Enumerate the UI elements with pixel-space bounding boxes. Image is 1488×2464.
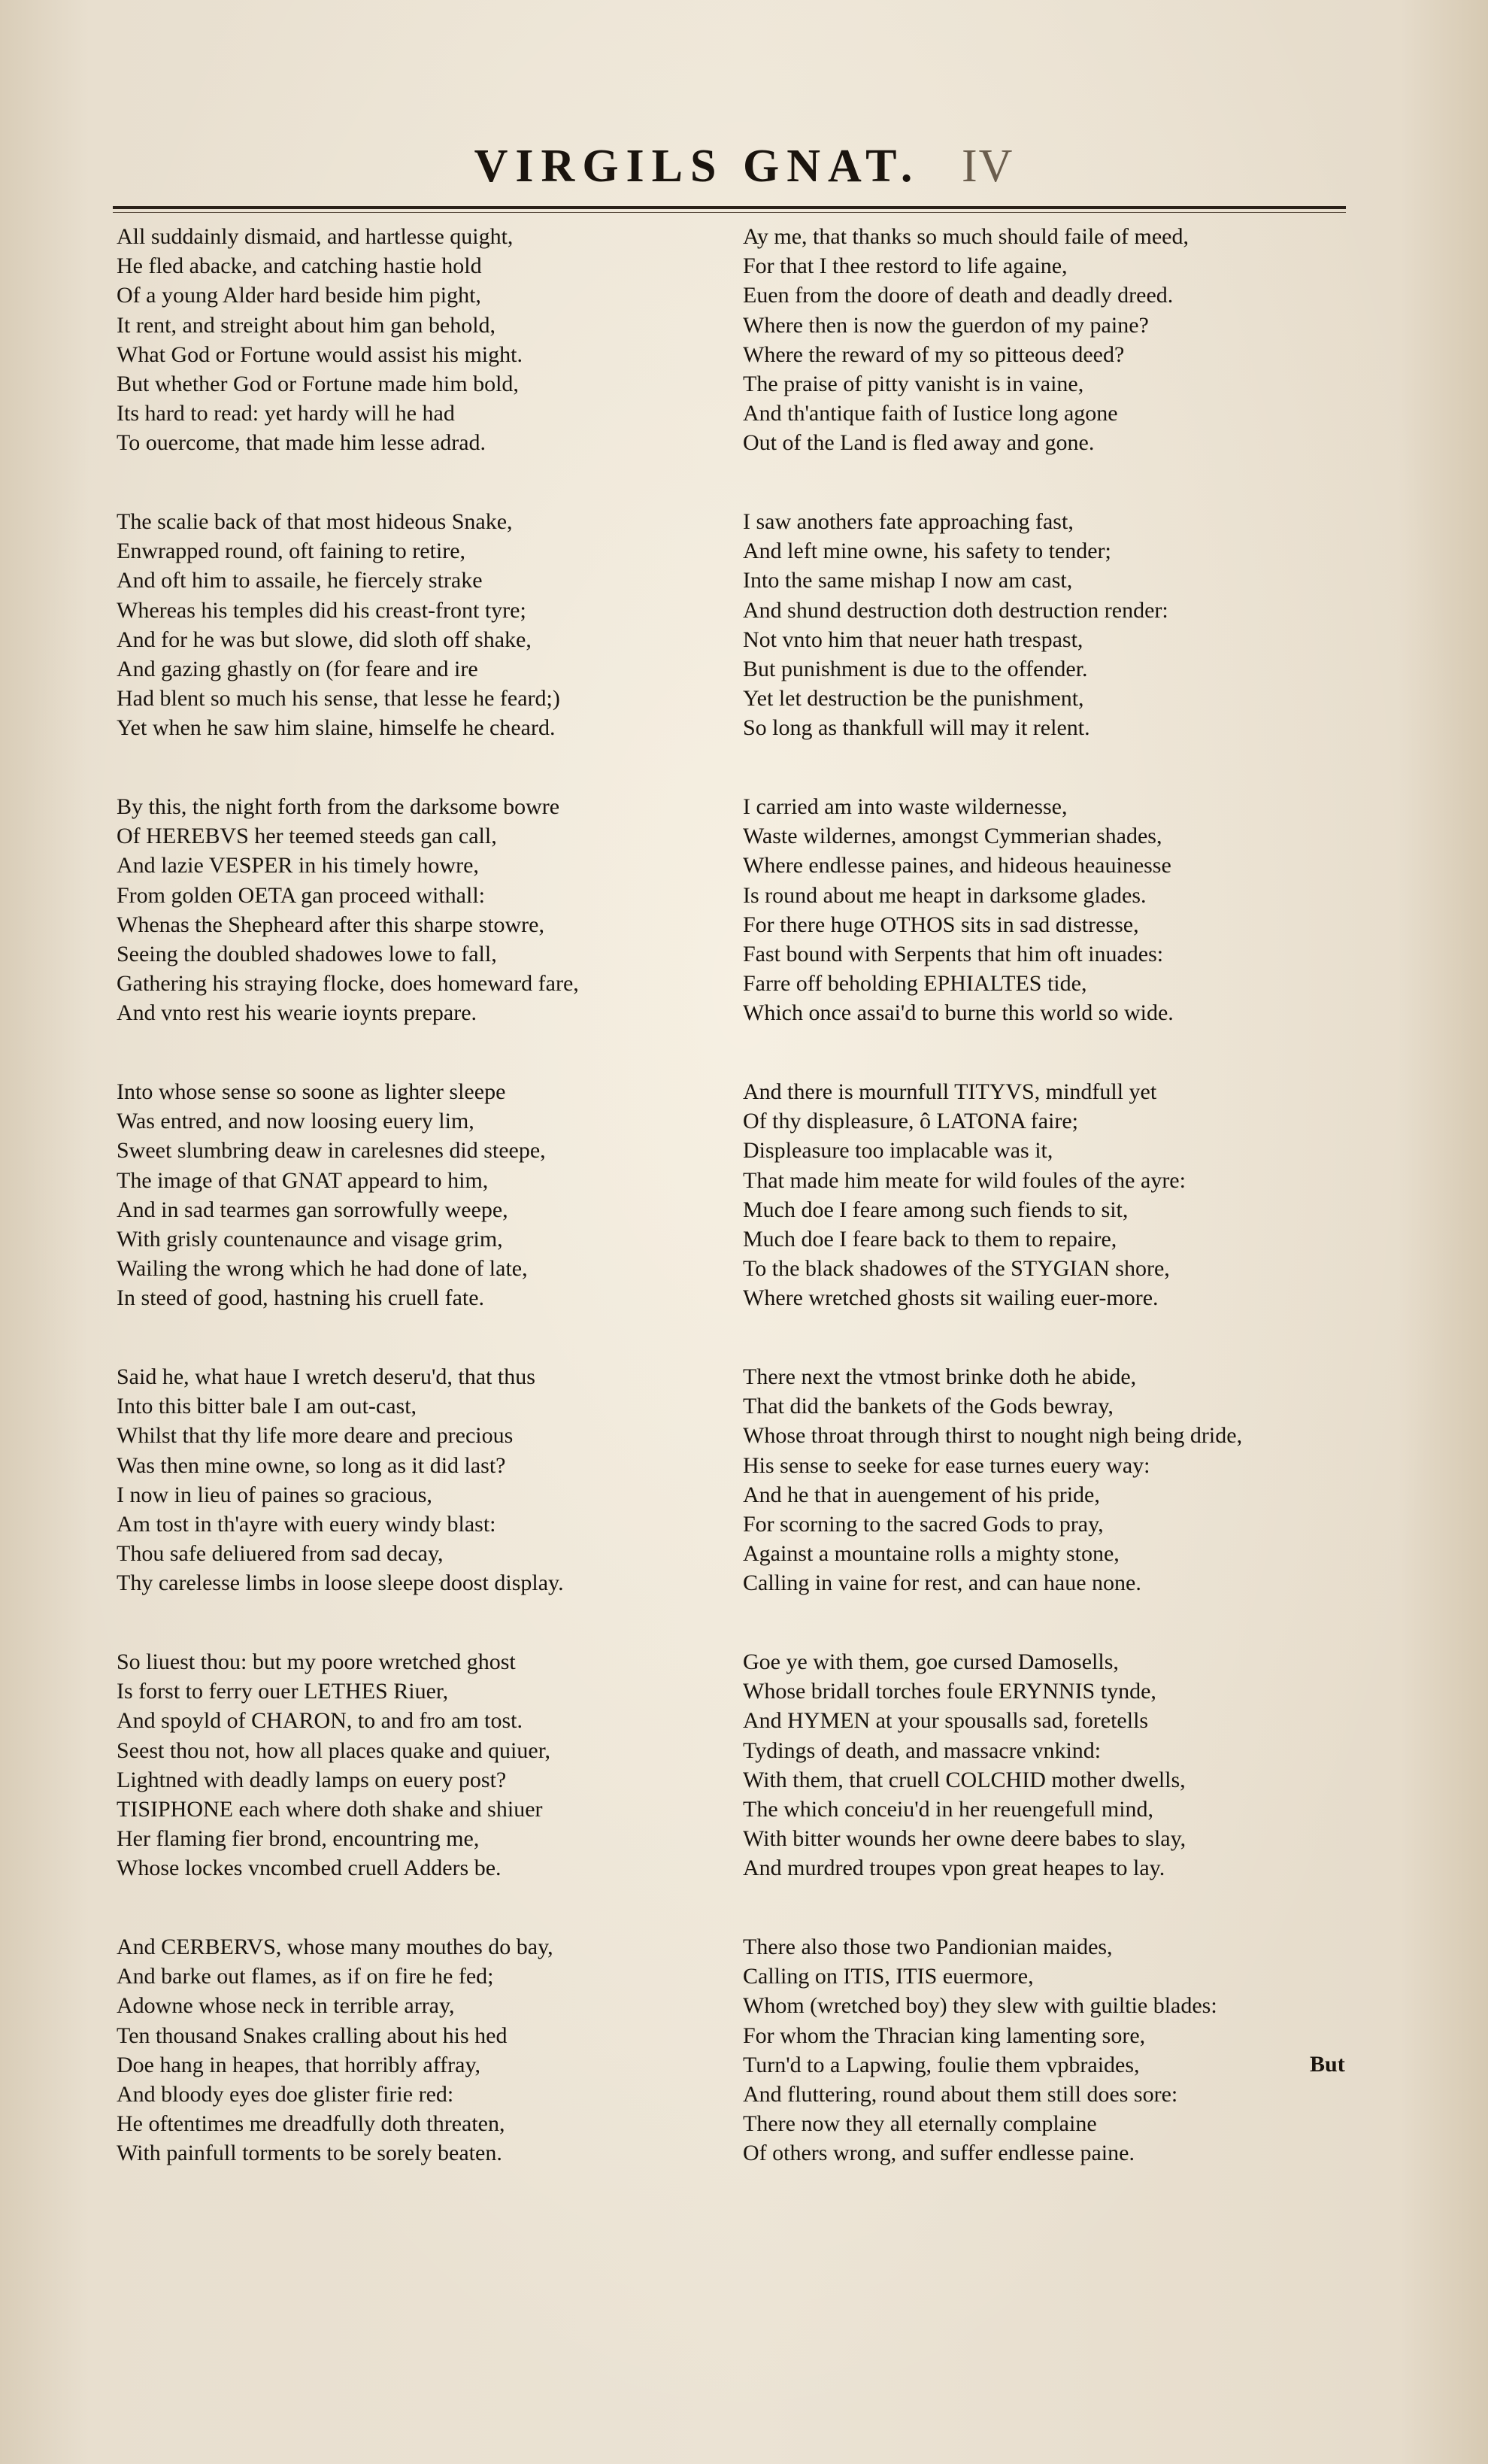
verse-line: Adowne whose neck in terrible array, bbox=[117, 1993, 455, 2019]
verse-line: The image of that GNAT appeard to him, bbox=[117, 1167, 489, 1193]
verse-line: But whether God or Fortune made him bold, bbox=[117, 371, 519, 396]
verse-line: For that I thee restord to life againe, bbox=[743, 253, 1068, 279]
stanza bbox=[743, 507, 1359, 743]
verse-line: Into whose sense so soone as lighter sleepe bbox=[117, 1079, 506, 1104]
verse-line: Out of the Land is fled away and gone. bbox=[743, 430, 1095, 456]
header-rule bbox=[113, 206, 1346, 209]
folio-number: IV bbox=[961, 141, 1014, 192]
verse-line: Turn'd to a Lapwing, foulie them vpbraides, bbox=[743, 2052, 1140, 2077]
verse-line: There now they all eternally complaine bbox=[743, 2111, 1097, 2137]
verse-line: Where then is now the guerdon of my paine? bbox=[743, 312, 1149, 338]
verse-line: I saw anothers fate approaching fast, bbox=[743, 509, 1074, 534]
verse-line: Is round about me heapt in darksome glades. bbox=[743, 882, 1147, 908]
verse-line: Into this bitter bale I am out-cast, bbox=[117, 1394, 417, 1419]
verse-line: Where endlesse paines, and hideous heauinesse bbox=[743, 853, 1171, 878]
verse-line: Was entred, and now loosing euery lim, bbox=[117, 1109, 474, 1134]
verse-line: Which once assai'd to burne this world so wide. bbox=[743, 1000, 1174, 1026]
verse-line: Much doe I feare back to them to repaire, bbox=[743, 1226, 1117, 1252]
verse-line: And lazie VESPER in his timely howre, bbox=[117, 853, 479, 878]
stanza bbox=[743, 1362, 1359, 1598]
stanza bbox=[117, 1077, 718, 1313]
verse-line: And gazing ghastly on (for feare and ire bbox=[117, 656, 478, 681]
right-column bbox=[743, 222, 1359, 2217]
verse-line: There next the vtmost brinke doth he abide, bbox=[743, 1364, 1137, 1389]
verse-line: Wailing the wrong which he had done of late, bbox=[117, 1256, 528, 1282]
verse-line: Her flaming fier brond, encountring me, bbox=[117, 1826, 480, 1852]
stanza bbox=[117, 507, 718, 743]
stanza bbox=[743, 222, 1359, 458]
verse-line: His sense to seeke for ease turnes euery way: bbox=[743, 1452, 1150, 1478]
verse-line: And for he was but slowe, did sloth off shake, bbox=[117, 627, 532, 652]
stanza bbox=[743, 792, 1359, 1028]
verse-line: Am tost in th'ayre with euery windy blast: bbox=[117, 1511, 496, 1537]
verse-line: Into the same mishap I now am cast, bbox=[743, 568, 1073, 593]
verse-line: And he that in auengement of his pride, bbox=[743, 1482, 1100, 1507]
verse-line: Whose throat through thirst to nought nigh being dride, bbox=[743, 1423, 1243, 1449]
verse-line: With them, that cruell COLCHID mother dwells, bbox=[743, 1767, 1186, 1792]
verse-line: Goe ye with them, goe cursed Damosells, bbox=[743, 1649, 1119, 1674]
verse-line: Of a young Alder hard beside him pight, bbox=[117, 283, 481, 308]
verse-line: Calling in vaine for rest, and can haue none. bbox=[743, 1570, 1141, 1596]
verse-line: Seest thou not, how all places quake and quiuer, bbox=[117, 1737, 550, 1763]
verse-line: And CERBERVS, whose many mouthes do bay, bbox=[117, 1934, 553, 1959]
verse-line: That made him meate for wild foules of the ayre: bbox=[743, 1167, 1186, 1193]
verse-line: Waste wildernes, amongst Cymmerian shades, bbox=[743, 824, 1162, 849]
verse-line: With bitter wounds her owne deere babes to slay, bbox=[743, 1826, 1186, 1852]
stanza bbox=[117, 792, 718, 1028]
verse-line: Tydings of death, and massacre vnkind: bbox=[743, 1737, 1102, 1763]
verse-line: It rent, and streight about him gan behold, bbox=[117, 312, 496, 338]
verse-line: With grisly countenaunce and visage grim, bbox=[117, 1226, 503, 1252]
verse-line: Of thy displeasure, ô LATONA faire; bbox=[743, 1109, 1079, 1134]
verse-line: Had blent so much his sense, that lesse he feard;) bbox=[117, 686, 560, 712]
verse-line: And shund destruction doth destruction render: bbox=[743, 597, 1168, 623]
verse-line: And spoyld of CHARON, to and fro am tost. bbox=[117, 1708, 523, 1734]
verse-line: Is forst to ferry ouer LETHES Riuer, bbox=[117, 1679, 449, 1704]
verse-line: Much doe I feare among such fiends to sit, bbox=[743, 1197, 1129, 1222]
verse-line: Doe hang in heapes, that horribly affray, bbox=[117, 2052, 480, 2077]
verse-line: Said he, what haue I wretch deseru'd, that thus bbox=[117, 1364, 535, 1389]
page-title: VIRGILS GNAT. bbox=[474, 141, 920, 192]
stanza bbox=[743, 1932, 1359, 2168]
verse-line: By this, the night forth from the darksome bowre bbox=[117, 794, 560, 819]
verse-line: To the black shadowes of the STYGIAN shore, bbox=[743, 1256, 1170, 1282]
verse-line: And in sad tearmes gan sorrowfully weepe, bbox=[117, 1197, 508, 1222]
verse-line: Of others wrong, and suffer endlesse paine. bbox=[743, 2141, 1135, 2166]
stanza bbox=[743, 1647, 1359, 1883]
verse-line: TISIPHONE each where doth shake and shiuer bbox=[117, 1796, 543, 1822]
verse-line: What God or Fortune would assist his might. bbox=[117, 341, 523, 367]
stanza bbox=[117, 222, 718, 458]
verse-line: Whenas the Shepheard after this sharpe stowre, bbox=[117, 912, 544, 937]
verse-line: Where the reward of my so pitteous deed? bbox=[743, 341, 1125, 367]
verse-line: So long as thankfull will may it relent. bbox=[743, 715, 1090, 741]
verse-line: The which conceiu'd in her reuengefull mind, bbox=[743, 1796, 1154, 1822]
verse-line: Thou safe deliuered from sad decay, bbox=[117, 1541, 444, 1567]
verse-line: Its hard to read: yet hardy will he had bbox=[117, 401, 455, 426]
verse-line: For scorning to the sacred Gods to pray, bbox=[743, 1511, 1104, 1537]
verse-line: Seeing the doubled shadowes lowe to fall, bbox=[117, 941, 497, 966]
verse-line: He fled abacke, and catching hastie hold bbox=[117, 253, 482, 279]
verse-line: Lightned with deadly lamps on euery post? bbox=[117, 1767, 507, 1792]
verse-line: Whose lockes vncombed cruell Adders be. bbox=[117, 1856, 502, 1881]
verse-line: Farre off beholding EPHIALTES tide, bbox=[743, 971, 1087, 997]
verse-line: Fast bound with Serpents that him oft inuades: bbox=[743, 941, 1164, 966]
verse-line: And there is mournfull TITYVS, mindfull yet bbox=[743, 1079, 1157, 1104]
verse-line: And left mine owne, his safety to tender; bbox=[743, 539, 1111, 564]
verse-line: And barke out flames, as if on fire he fed; bbox=[117, 1964, 494, 1989]
verse-line: Displeasure too implacable was it, bbox=[743, 1138, 1053, 1164]
verse-line: Whose bridall torches foule ERYNNIS tynde, bbox=[743, 1679, 1156, 1704]
verse-line: I now in lieu of paines so gracious, bbox=[117, 1482, 432, 1507]
stanza bbox=[117, 1647, 718, 1883]
verse-line: The praise of pitty vanisht is in vaine, bbox=[743, 371, 1084, 396]
verse-line: For there huge OTHOS sits in sad distresse, bbox=[743, 912, 1139, 937]
stanza bbox=[117, 1932, 718, 2168]
left-column bbox=[117, 222, 718, 2217]
verse-line: With painfull torments to be sorely beaten. bbox=[117, 2141, 502, 2166]
verse-line: Of HEREBVS her teemed steeds gan call, bbox=[117, 824, 497, 849]
verse-line: To ouercome, that made him lesse adrad. bbox=[117, 430, 486, 456]
running-head bbox=[0, 140, 1488, 193]
stanza bbox=[743, 1077, 1359, 1313]
verse-line: And fluttering, round about them still does sore: bbox=[743, 2081, 1178, 2107]
verse-line: For whom the Thracian king lamenting sore, bbox=[743, 2022, 1146, 2048]
verse-line: Enwrapped round, oft faining to retire, bbox=[117, 539, 466, 564]
verse-line: In steed of good, hastning his cruell fate. bbox=[117, 1285, 485, 1311]
verse-line: The scalie back of that most hideous Snake, bbox=[117, 509, 513, 534]
verse-line: All suddainly dismaid, and hartlesse quight, bbox=[117, 224, 514, 249]
verse-line: And th'antique faith of Iustice long agone bbox=[743, 401, 1118, 426]
verse-line: Whereas his temples did his creast-front tyre; bbox=[117, 597, 526, 623]
verse-line: He oftentimes me dreadfully doth threaten, bbox=[117, 2111, 505, 2137]
verse-line: Whom (wretched boy) they slew with guiltie blades: bbox=[743, 1993, 1217, 2019]
verse-line: So liuest thou: but my poore wretched ghost bbox=[117, 1649, 516, 1674]
verse-line: Calling on ITIS, ITIS euermore, bbox=[743, 1964, 1034, 1989]
catchword: But bbox=[1310, 2052, 1345, 2077]
verse-line: Whilst that thy life more deare and precious bbox=[117, 1423, 514, 1449]
verse-line: That did the bankets of the Gods bewray, bbox=[743, 1394, 1114, 1419]
verse-line: And HYMEN at your spousalls sad, foretells bbox=[743, 1708, 1149, 1734]
verse-line: Against a mountaine rolls a mighty stone, bbox=[743, 1541, 1120, 1567]
verse-line: From golden OETA gan proceed withall: bbox=[117, 882, 485, 908]
verse-line: Yet let destruction be the punishment, bbox=[743, 686, 1084, 712]
verse-line: And oft him to assaile, he fiercely strake bbox=[117, 568, 483, 593]
verse-line: Yet when he saw him slaine, himselfe he cheard. bbox=[117, 715, 556, 741]
verse-line: Ten thousand Snakes cralling about his hed bbox=[117, 2022, 508, 2048]
verse-line: And bloody eyes doe glister firie red: bbox=[117, 2081, 454, 2107]
verse-line: I carried am into waste wildernesse, bbox=[743, 794, 1068, 819]
verse-line: Ay me, that thanks so much should faile of meed, bbox=[743, 224, 1189, 249]
verse-line: Sweet slumbring deaw in carelesnes did steepe, bbox=[117, 1138, 546, 1164]
verse-line: But punishment is due to the offender. bbox=[743, 656, 1088, 681]
verse-line: There also those two Pandionian maides, bbox=[743, 1934, 1113, 1959]
verse-line: Where wretched ghosts sit wailing euer-more. bbox=[743, 1285, 1159, 1311]
stanza bbox=[117, 1362, 718, 1598]
verse-line: And vnto rest his wearie ioynts prepare. bbox=[117, 1000, 477, 1026]
verse-line: Euen from the doore of death and deadly dreed. bbox=[743, 283, 1174, 308]
verse-line: Not vnto him that neuer hath trespast, bbox=[743, 627, 1083, 652]
verse-line: And murdred troupes vpon great heapes to lay. bbox=[743, 1856, 1165, 1881]
verse-line: Was then mine owne, so long as it did last? bbox=[117, 1452, 506, 1478]
verse-line: Thy carelesse limbs in loose sleepe doost display. bbox=[117, 1570, 564, 1596]
verse-line: Gathering his straying flocke, does homeward fare, bbox=[117, 971, 579, 997]
header-rule-thin bbox=[113, 212, 1346, 213]
